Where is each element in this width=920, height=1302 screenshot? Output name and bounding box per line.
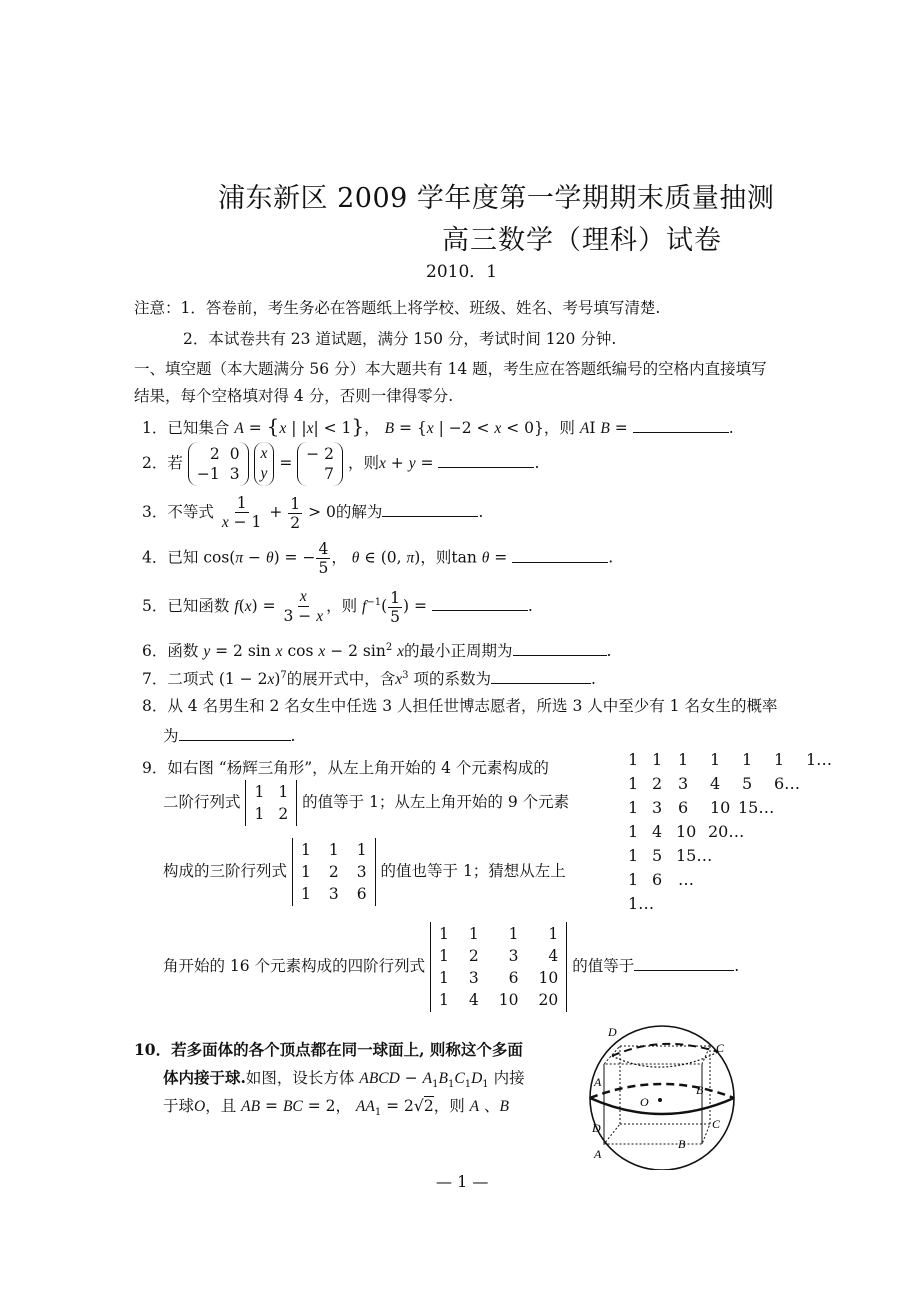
label-B1: B	[678, 1137, 686, 1151]
tri-cell: 3	[652, 798, 663, 817]
question-3: 3．不等式 $\frac{1}{x - 1}$ + $\frac{1}{2}$ > 0的解为 .	[142, 494, 484, 532]
tri-cell: 6…	[774, 774, 801, 793]
tri-cell: 4	[652, 822, 663, 841]
tri-cell: 1	[628, 750, 639, 769]
label-C1: C	[712, 1117, 721, 1131]
tri-cell: 10	[710, 798, 731, 817]
label-A1: A	[594, 1147, 602, 1161]
question-9-det2: 二阶行列式 1 1 1 2 的值等于 1；从左上角开始的 9 个元素	[163, 780, 569, 826]
title-line-2: 高三数学（理科）试卷	[442, 225, 722, 256]
tri-cell: 1	[628, 774, 639, 793]
tri-cell: 20…	[708, 822, 745, 841]
note-2: 2．本试卷共有 23 道试题，满分 150 分，考试时间 120 分钟.	[183, 330, 617, 348]
tri-cell: 1	[628, 846, 639, 865]
section-heading: 一、填空题（本大题满分 56 分）本大题共有 14 题，考生应在答题纸编号的空格内直接填写	[134, 360, 767, 378]
question-1: 1．已知集合 A = {x | |x| < 1}， B = {x | −2 < x < 0}，则 AI B = .	[142, 414, 734, 438]
question-10-line3: 于球O，且 AB = BC = 2， $AA_1 = 2√2$，则 A 、B	[163, 1097, 510, 1119]
tri-cell: 10	[676, 822, 697, 841]
tri-cell: 1	[652, 750, 663, 769]
center-point	[658, 1098, 662, 1102]
label-D: D	[608, 1025, 617, 1039]
tri-cell: 1	[678, 750, 689, 769]
tri-cell: 6	[652, 870, 663, 889]
tri-cell: 1	[628, 798, 639, 817]
tri-cell: 1…	[806, 750, 833, 769]
question-8-cont: 为 .	[163, 727, 296, 745]
sphere-equator	[590, 1098, 734, 1114]
page-number: — 1 —	[436, 1172, 489, 1191]
sphere-outline	[590, 1026, 734, 1170]
tri-cell: 5	[742, 774, 753, 793]
question-6: 6．函数 y = 2 sin x cos x − 2 $\sin^2 x$的最小正周期为 .	[142, 642, 612, 661]
sphere-equator-back	[590, 1084, 734, 1098]
label-C: C	[716, 1041, 725, 1055]
tri-cell: 15…	[676, 846, 713, 865]
tri-cell: 1	[628, 870, 639, 889]
tri-cell: 15…	[738, 798, 775, 817]
tri-cell: 1	[710, 750, 721, 769]
question-4: 4．已知 cos(π − θ) = − $\frac{4}{5}$ ， θ ∈ (0, π)，则tan θ = .	[142, 540, 614, 577]
tri-cell: 1	[742, 750, 753, 769]
question-7: 7．二项式 $(1 - 2x)^7$的展开式中，含$x^3$ 项的系数为 .	[142, 670, 596, 689]
box-bottom-face	[604, 1124, 710, 1144]
question-9: 9．如右图 “杨辉三角形”，从左上角开始的 4 个元素构成的	[142, 759, 549, 777]
title-line-1: 浦东新区 2009 学年度第一学期期末质量抽测	[218, 183, 775, 214]
label-O: O	[640, 1095, 649, 1109]
tri-cell: 3	[678, 774, 689, 793]
question-9-det3: 构成的三阶行列式 1 1 1 1 2 3 1 3 6 的值也等于 1；猜想从左上	[163, 838, 566, 906]
question-8: 8．从 4 名男生和 2 名女生中任选 3 人担任世博志愿者，所选 3 人中至少有 1 名女生的概率	[142, 697, 778, 715]
exam-date: 2010．1	[426, 262, 498, 282]
sphere-figure	[582, 1020, 742, 1170]
tri-cell: 4	[710, 774, 721, 793]
tri-cell: 1	[628, 822, 639, 841]
tri-cell: …	[678, 870, 694, 889]
question-5: 5．已知函数 f(x) = $\frac{x}{3 - x}$ ，则 $f^{-1}$( $\frac{1}{5}$ ) = .	[142, 588, 533, 626]
yanghui-triangle	[628, 750, 858, 920]
note-1: 注意：1．答卷前，考生务必在答题纸上将学校、班级、姓名、考号填写清楚.	[134, 299, 661, 317]
tri-cell: 1	[774, 750, 785, 769]
tri-cell: 5	[652, 846, 663, 865]
question-2: 2．若 2 0 −1 3 x y = − 2 7 ，则x + y = .	[142, 442, 539, 486]
label-D1: D	[592, 1121, 601, 1135]
question-9-det4: 角开始的 16 个元素构成的四阶行列式 1 1 1 1 1 2 3 4 1 3 6 10 1 4 10 20 的值等于 .	[163, 922, 739, 1012]
question-10-line2: 体内接于球.如图，设长方体 ABCD − $A_1B_1C_1D_1$ 内接	[163, 1068, 525, 1091]
label-A: A	[594, 1075, 602, 1089]
section-heading-2: 结果，每个空格填对得 4 分，否则一律得零分.	[134, 387, 454, 405]
tri-cell: 6	[678, 798, 689, 817]
tri-cell: 2	[652, 774, 663, 793]
question-10: 10．若多面体的各个顶点都在同一球面上, 则称这个多面	[134, 1040, 523, 1059]
label-B: B	[696, 1083, 704, 1097]
tri-cell: 1…	[628, 894, 655, 913]
